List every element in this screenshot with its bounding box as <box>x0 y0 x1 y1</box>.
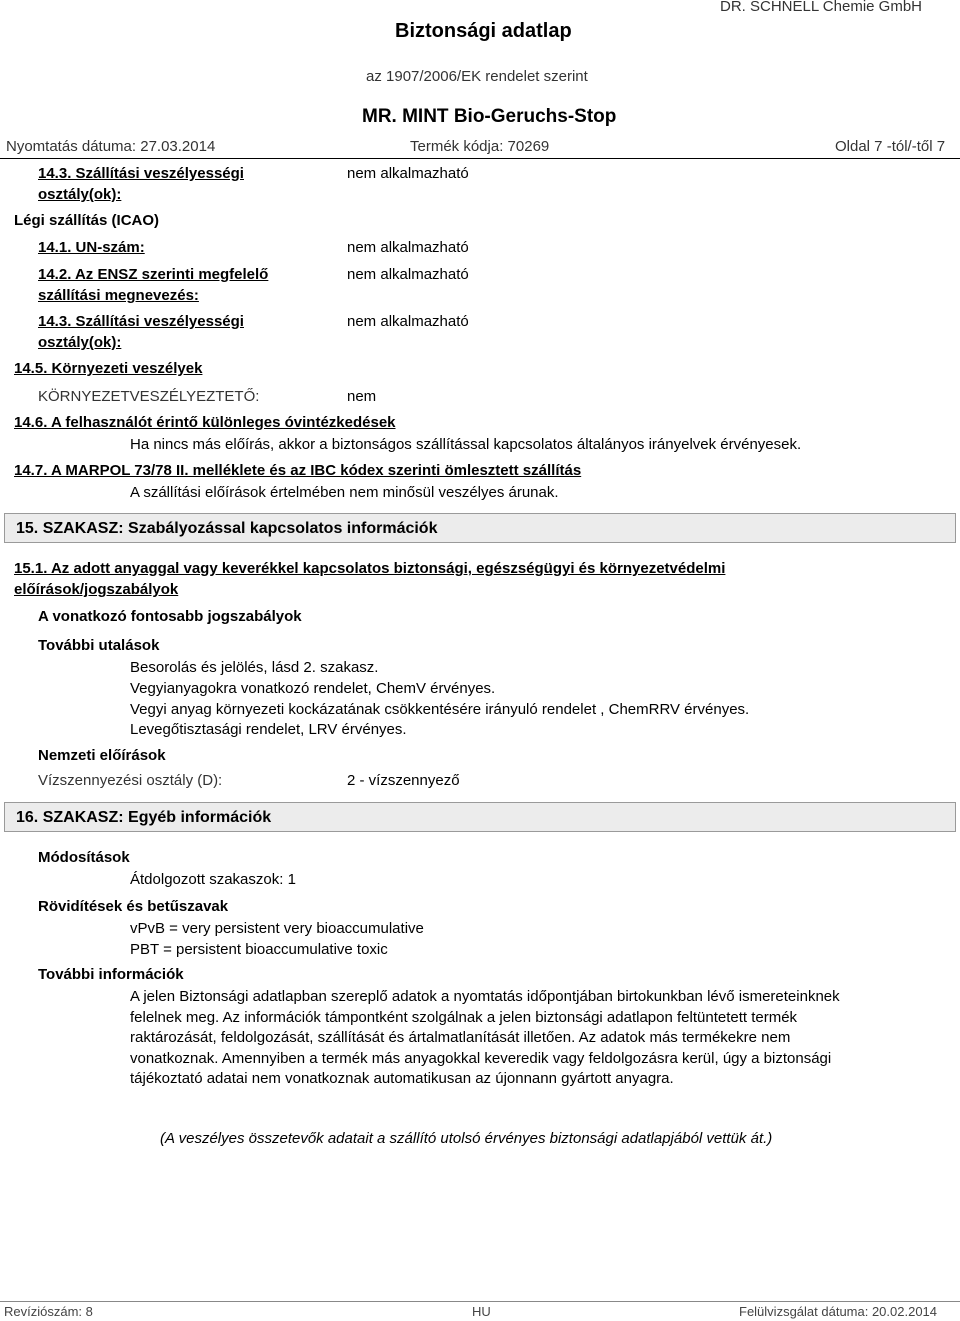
icao-name-label-line2: szállítási megnevezés: <box>38 287 199 304</box>
further-note-2: Vegyianyagokra vonatkozó rendelet, ChemV érvényes. <box>130 680 496 697</box>
further-note-4: Levegőtisztasági rendelet, LRV érvényes. <box>130 721 407 738</box>
s14-3-value: nem alkalmazható <box>347 165 469 182</box>
changes-heading: Módosítások <box>38 849 130 866</box>
icao-class-label-line2: osztály(ok): <box>38 334 122 351</box>
further-info-heading: További információk <box>38 966 184 983</box>
header-rule <box>0 158 960 159</box>
s14-7-text: A szállítási előírások értelmében nem minősül veszélyes árunak. <box>130 484 559 501</box>
further-note-1: Besorolás és jelölés, lásd 2. szakasz. <box>130 659 379 676</box>
s14-7-heading: 14.7. A MARPOL 73/78 II. melléklete és az IBC kódex szerinti ömlesztett szállítás <box>14 462 582 479</box>
abbreviations-heading: Rövidítések és betűszavak <box>38 898 229 915</box>
section16-bar <box>4 802 956 832</box>
icao-class-value: nem alkalmazható <box>347 313 469 330</box>
water-hazard-value: 2 - vízszennyező <box>347 772 460 789</box>
s14-6-text: Ha nincs más előírás, akkor a biztonságos szállítással kapcsolatos általányos irányelvek érvényesek. <box>130 436 802 453</box>
document-title: Biztonsági adatlap <box>395 20 572 42</box>
icao-heading: Légi szállítás (ICAO) <box>14 212 160 229</box>
further-note-3: Vegyi anyag környezeti kockázatának csökkentésére irányuló rendelet , ChemRRV érvényes. <box>130 701 750 718</box>
icao-un-label: 14.1. UN-szám: <box>38 239 145 256</box>
env-hazard-label: KÖRNYEZETVESZÉLYEZTETŐ: <box>38 388 260 405</box>
abbreviation-2: PBT = persistent bioaccumulative toxic <box>130 941 388 958</box>
company-name: DR. SCHNELL Chemie GmbH <box>720 0 922 15</box>
print-date: Nyomtatás dátuma: 27.03.2014 <box>6 138 216 155</box>
section15-title: 15. SZAKASZ: Szabályozással kapcsolatos információk <box>16 520 438 537</box>
s15-1-heading-line1: 15.1. Az adott anyaggal vagy keverékkel kapcsolatos biztonsági, egészségügyi és környezetvédelmi <box>14 560 726 577</box>
icao-class-label-line1: 14.3. Szállítási veszélyességi <box>38 313 244 330</box>
national-regulations-heading: Nemzeti előírások <box>38 747 166 764</box>
product-name: MR. MINT Bio-Geruchs-Stop <box>362 106 617 127</box>
env-hazard-value: nem <box>347 388 377 405</box>
env-hazards-heading: 14.5. Környezeti veszélyek <box>14 360 203 377</box>
abbreviation-1: vPvB = very persistent very bioaccumulative <box>130 920 424 937</box>
changes-text: Átdolgozott szakaszok: 1 <box>130 871 296 888</box>
further-info-text: A jelen Biztonsági adatlapban szereplő adatok a nyomtatás időpontjában birtokunkban lévő ismereteinknek felelnek meg. Az információk támpontként szolgálnak a jelen biztonsági adatlapon feltüntetett termék raktározását, feldolgozását, szállítását és ártalmatlanítását illetően. Az adatok más termékekre nem vonatkoznak. Amennyiben a termék más anyagokkal keveredik vagy feldolgozásra kerül, úgy a biztonsági tájékoztató adatai nem vonatkoznak automatikusan az újonnann gyártott anyagra. <box>130 988 840 1087</box>
section16-title: 16. SZAKASZ: Egyéb információk <box>16 809 272 826</box>
page-number: Oldal 7 -tól/-től 7 <box>835 138 946 155</box>
regulation-line: az 1907/2006/EK rendelet szerint <box>366 68 588 85</box>
icao-name-value: nem alkalmazható <box>347 266 469 283</box>
s15-1-heading-line2: előírások/jogszabályok <box>14 581 179 598</box>
further-notes-heading: További utalások <box>38 637 160 654</box>
icao-un-value: nem alkalmazható <box>347 239 469 256</box>
product-code: Termék kódja: 70269 <box>410 138 550 155</box>
water-hazard-label: Vízszennyezési osztály (D): <box>38 772 223 789</box>
section15-bar <box>4 513 956 543</box>
s14-3-label-line1: 14.3. Szállítási veszélyességi <box>38 165 244 182</box>
s14-6-heading: 14.6. A felhasználót érintő különleges óvintézkedések <box>14 414 396 431</box>
icao-name-label-line1: 14.2. Az ENSZ szerinti megfelelő <box>38 266 269 283</box>
review-date: Felülvizsgálat dátuma: 20.02.2014 <box>739 1304 938 1319</box>
closing-note: (A veszélyes összetevők adatait a szállító utolsó érvényes biztonsági adatlapjából vettük át.) <box>160 1130 773 1147</box>
s14-3-label-line2: osztály(ok): <box>38 186 122 203</box>
relevant-regulations-heading: A vonatkozó fontosabb jogszabályok <box>38 608 302 625</box>
footer-rule <box>0 1301 960 1302</box>
language-code: HU <box>472 1304 491 1319</box>
revision-number: Revíziószám: 8 <box>4 1304 93 1319</box>
